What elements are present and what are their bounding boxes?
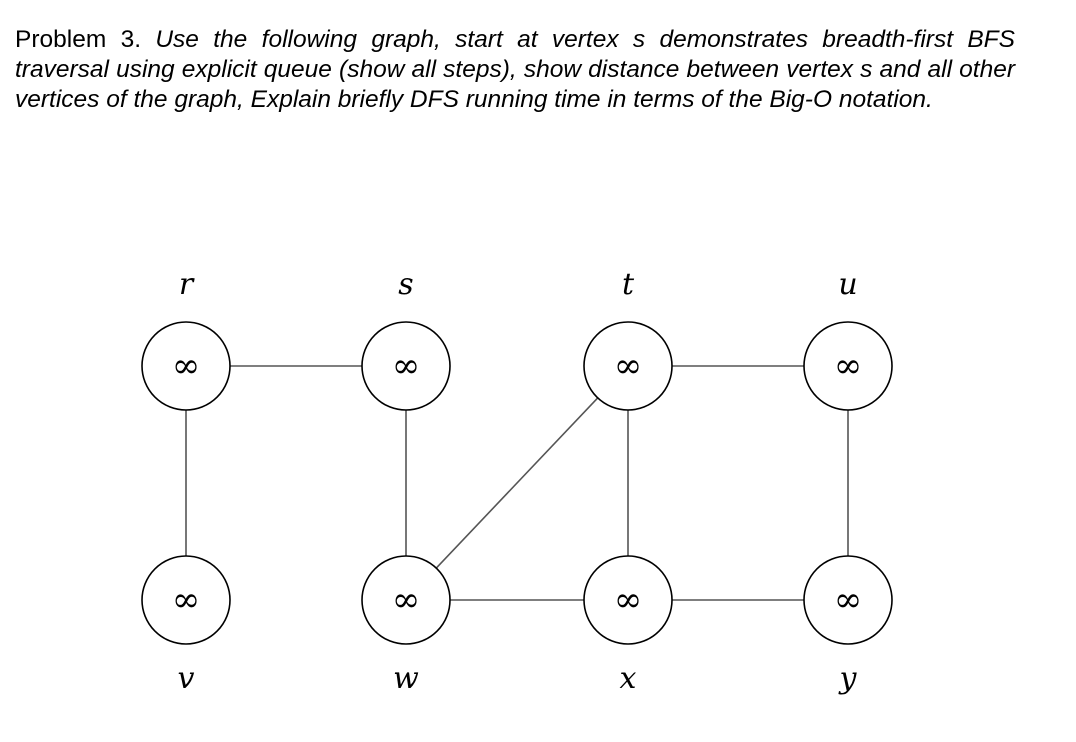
vertex-distance: ∞ bbox=[833, 346, 863, 386]
problem-body: Use the following graph, start at vertex s demonstrates breadth-first BFS traversal using explicit queue (show all steps), show distance between vertex s and all other vertices of the graph, Explain briefly DFS running time in terms of the Big-O notation. bbox=[15, 26, 1015, 113]
vertex-w bbox=[362, 556, 450, 696]
vertex-label: x bbox=[619, 661, 637, 696]
vertex-distance: ∞ bbox=[833, 580, 863, 620]
vertex-u bbox=[804, 267, 892, 410]
vertex-s bbox=[362, 267, 450, 410]
graph-edges bbox=[186, 366, 848, 600]
vertex-label: w bbox=[393, 661, 419, 696]
vertex-v bbox=[142, 556, 230, 696]
vertex-label: t bbox=[621, 267, 635, 302]
vertex-distance: ∞ bbox=[613, 580, 643, 620]
vertex-distance: ∞ bbox=[391, 580, 421, 620]
vertex-label: s bbox=[398, 267, 414, 302]
vertex-label: r bbox=[178, 267, 194, 302]
vertex-label: y bbox=[839, 661, 857, 696]
problem-lead: Problem 3. bbox=[15, 26, 156, 53]
vertex-label: v bbox=[177, 661, 195, 696]
vertex-distance: ∞ bbox=[171, 580, 201, 620]
vertex-x bbox=[584, 556, 672, 696]
vertex-t bbox=[584, 267, 672, 410]
vertex-distance: ∞ bbox=[391, 346, 421, 386]
edge-w-t bbox=[436, 398, 597, 568]
graph-nodes bbox=[142, 267, 892, 696]
vertex-distance: ∞ bbox=[171, 346, 201, 386]
vertex-distance: ∞ bbox=[613, 346, 643, 386]
vertex-r bbox=[142, 267, 230, 410]
vertex-y bbox=[804, 556, 892, 696]
vertex-label: u bbox=[838, 267, 858, 302]
